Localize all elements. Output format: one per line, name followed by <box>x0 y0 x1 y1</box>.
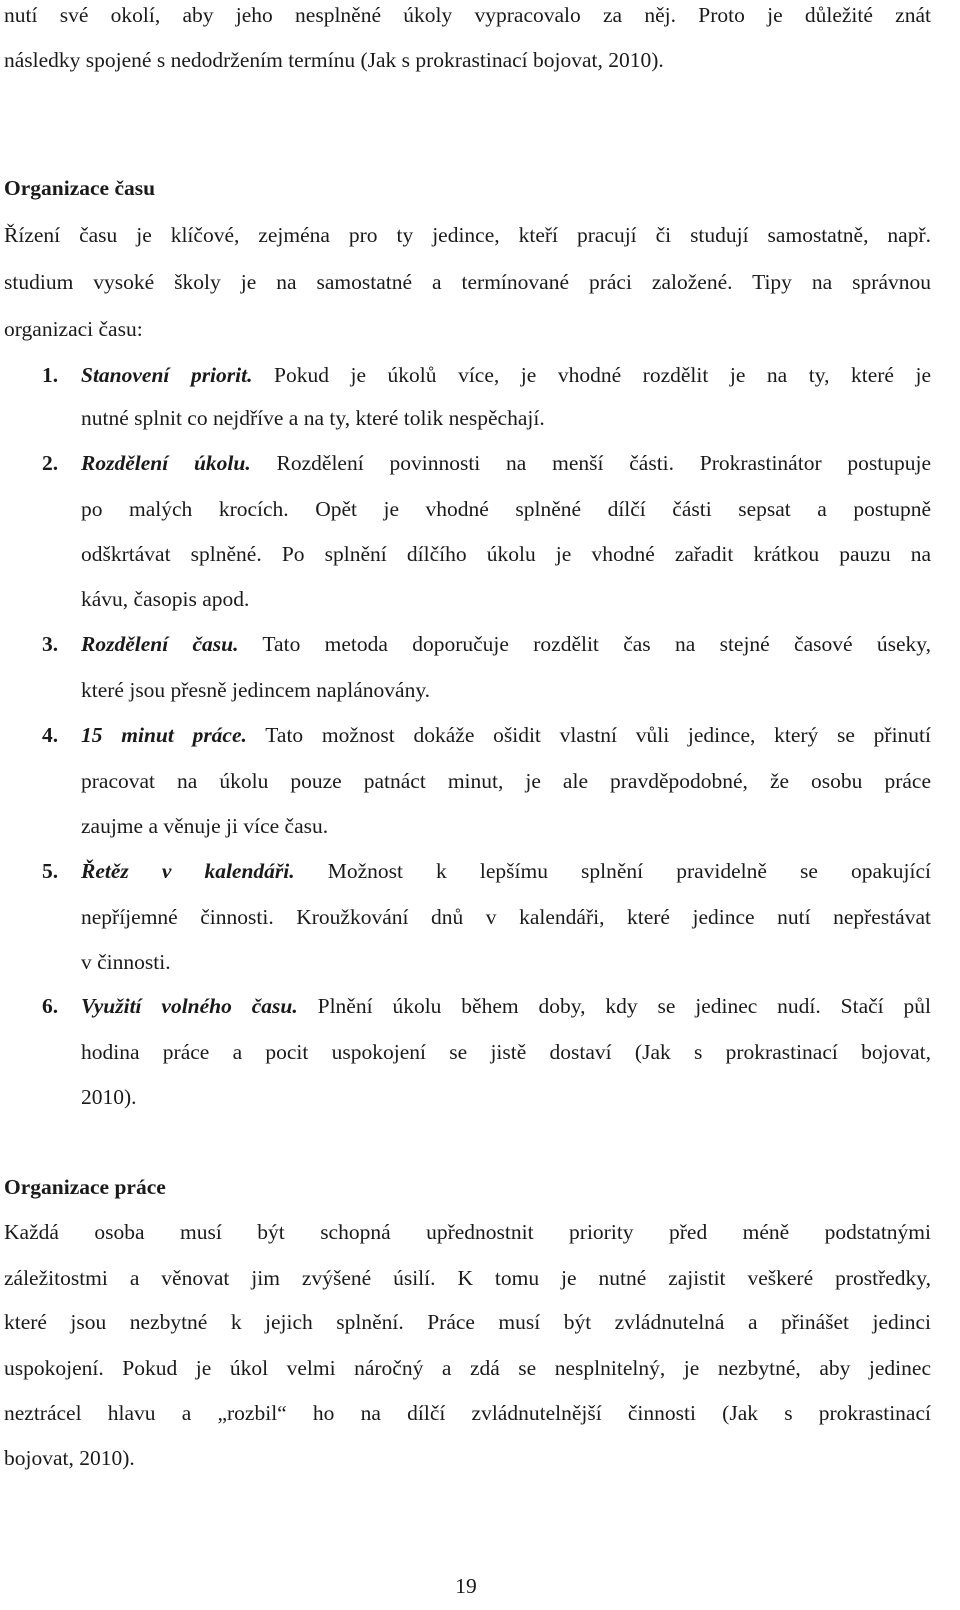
list-item-6-number: 6. <box>42 994 59 1018</box>
list-item-4-number: 4. <box>42 723 59 747</box>
list-item-1-number: 1. <box>42 363 59 387</box>
time-paragraph-line-3: organizaci času: <box>4 317 143 341</box>
list-item-6-title: Využití volného času. <box>81 994 298 1018</box>
list-item-4-line-3: zaujme a věnuje ji více času. <box>81 814 329 838</box>
list-item-1-line-1 <box>81 360 931 390</box>
list-item-3-line-1 <box>81 629 931 659</box>
list-item-4-title: 15 minut práce. <box>81 723 247 747</box>
list-item-2-line-3: odškrtávat splněné. Po splnění dílčího úkolu je vhodné zařadit krátkou pauzu na <box>81 542 931 566</box>
list-item-2-title: Rozdělení úkolu. <box>81 451 251 475</box>
list-item-5-line-3: v činnosti. <box>81 950 171 974</box>
list-item-2-number: 2. <box>42 451 59 475</box>
list-item-3-number: 3. <box>42 632 59 656</box>
intro-line-2: následky spojené s nedodržením termínu (Jak s prokrastinací bojovat, 2010). <box>4 48 664 72</box>
list-item-1-title: Stanovení priorit. <box>81 363 253 387</box>
section-heading-time: Organizace času <box>4 176 156 200</box>
work-paragraph-line-5: neztrácel hlavu a „rozbil“ ho na dílčí zvládnutelnější činnosti (Jak s prokrastinací <box>4 1401 931 1425</box>
list-item-6-line-2: hodina práce a pocit uspokojení se jistě dostaví (Jak s prokrastinací bojovat, <box>81 1040 931 1064</box>
list-item-5-line-2: nepříjemné činnosti. Kroužkování dnů v kalendáři, které jedince nutí nepřestávat <box>81 905 931 929</box>
work-paragraph-line-4: uspokojení. Pokud je úkol velmi náročný a zdá se nesplnitelný, je nezbytné, aby jedinec <box>4 1356 931 1380</box>
intro-line-1: nutí své okolí, aby jeho nesplněné úkoly vypracovalo za něj. Proto je důležité znát <box>4 3 931 27</box>
list-item-5-number: 5. <box>42 859 59 883</box>
work-paragraph-line-2: záležitostmi a věnovat jim zvýšené úsilí. K tomu je nutné zajistit veškeré prostředky, <box>4 1266 931 1290</box>
list-item-4-line-2: pracovat na úkolu pouze patnáct minut, je ale pravděpodobné, že osobu práce <box>81 769 931 793</box>
list-item-1-text: Pokud je úkolů více, je vhodné rozdělit je na ty, které je <box>274 363 931 387</box>
list-item-3-text: Tato metoda doporučuje rozdělit čas na stejné časové úseky, <box>262 632 931 656</box>
page-number: 19 <box>455 1574 477 1598</box>
list-item-5-line-1 <box>81 856 931 886</box>
list-item-2-text: Rozdělení povinnosti na menší části. Prokrastinátor postupuje <box>276 451 931 475</box>
list-item-2-line-2: po malých krocích. Opět je vhodné splněné dílčí části sepsat a postupně <box>81 497 931 521</box>
time-paragraph-line-2: studium vysoké školy je na samostatné a termínované práci založené. Tipy na správnou <box>4 270 931 294</box>
work-paragraph-line-1: Každá osoba musí být schopná upřednostnit priority před méně podstatnými <box>4 1220 931 1244</box>
list-item-3-line-2: které jsou přesně jedincem naplánovány. <box>81 678 431 702</box>
section-heading-work: Organizace práce <box>4 1175 166 1199</box>
list-item-6-line-3: 2010). <box>81 1085 137 1109</box>
list-item-4-text: Tato možnost dokáže ošidit vlastní vůli jedince, který se přinutí <box>265 723 931 747</box>
time-paragraph-line-1: Řízení času je klíčové, zejména pro ty jedince, kteří pracují či studují samostatně, např. <box>4 223 931 247</box>
work-paragraph-line-3: které jsou nezbytné k jejich splnění. Práce musí být zvládnutelná a přinášet jedinci <box>4 1310 931 1334</box>
list-item-4-line-1 <box>81 720 931 750</box>
list-item-2-line-1 <box>81 448 931 478</box>
list-item-6-line-1 <box>81 991 931 1021</box>
list-item-3-title: Rozdělení času. <box>81 632 239 656</box>
list-item-2-line-4: kávu, časopis apod. <box>81 587 250 611</box>
work-paragraph-line-6: bojovat, 2010). <box>4 1446 135 1470</box>
list-item-5-text: Možnost k lepšímu splnění pravidelně se opakující <box>327 859 932 883</box>
list-item-5-title: Řetěz v kalendáři. <box>81 859 295 883</box>
list-item-6-text: Plnění úkolu během doby, kdy se jedinec nudí. Stačí půl <box>317 994 931 1018</box>
list-item-1-line-2: nutné splnit co nejdříve a na ty, které tolik nespěchají. <box>81 406 545 430</box>
